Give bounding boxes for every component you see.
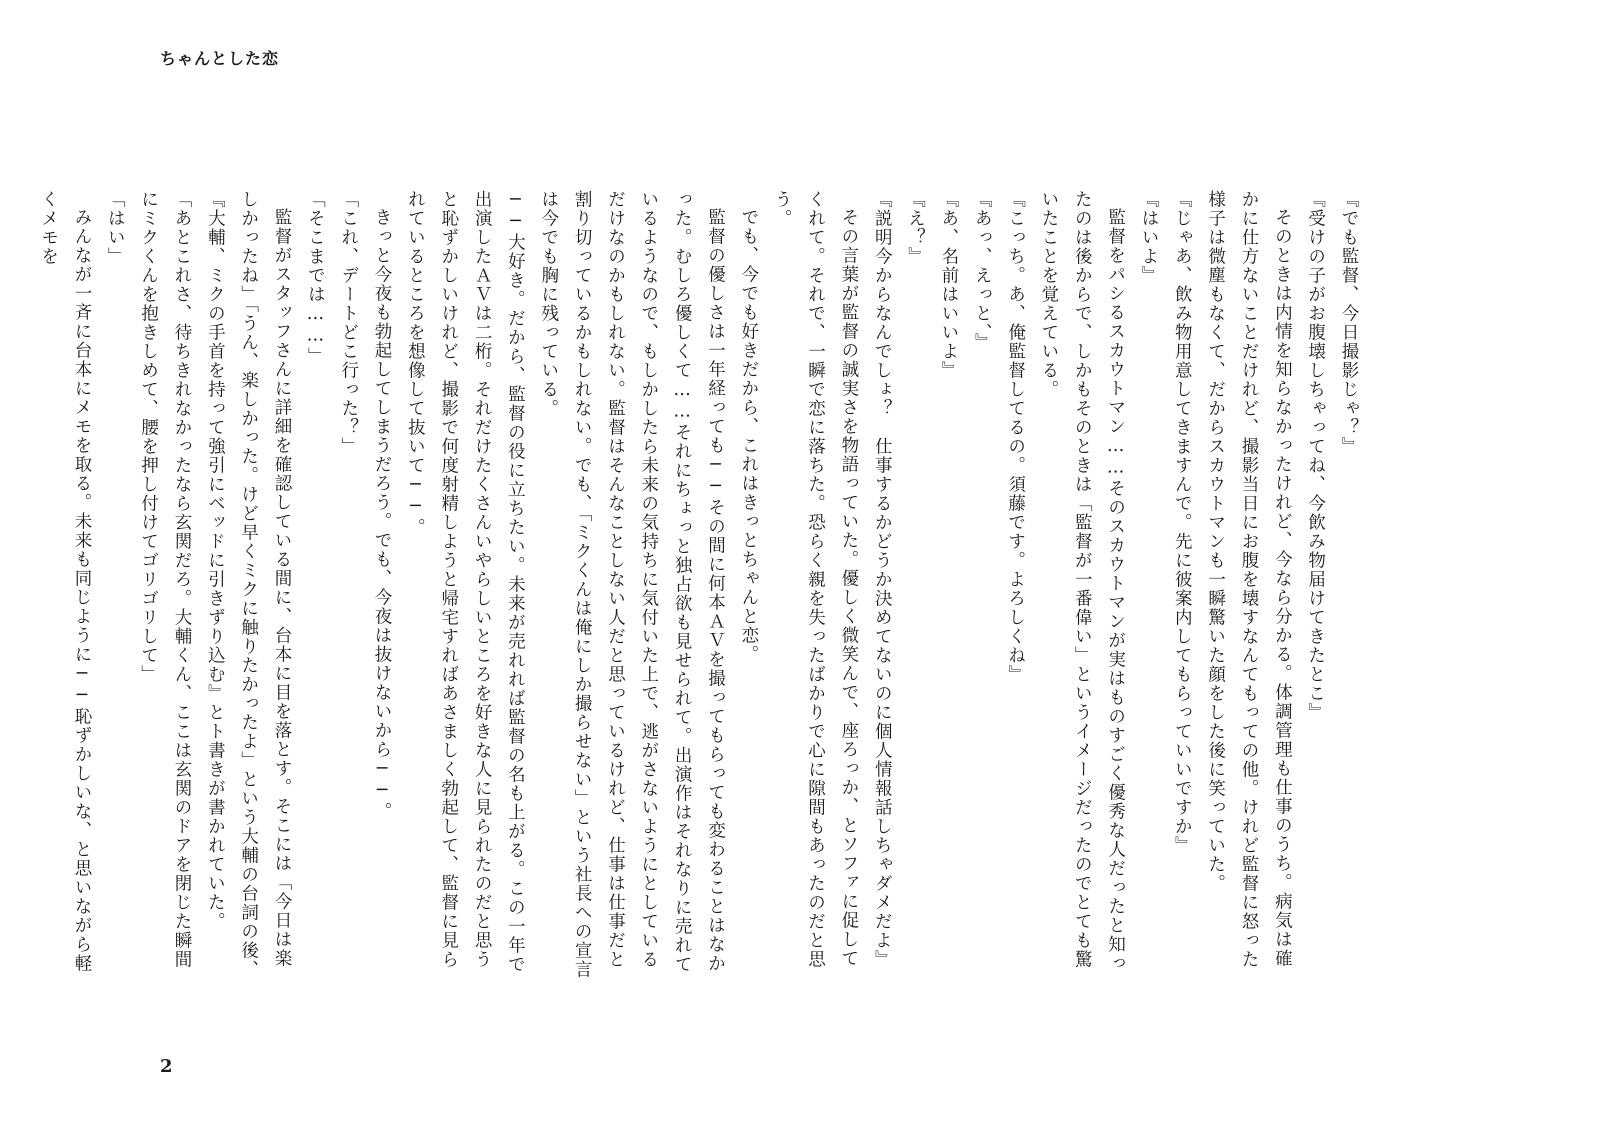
narration-paragraph: その言葉が監督の誠実さを物語っていた。優しく微笑んで、座ろっか、とソファに促してくれて。それで、一瞬で恋に落ちた。恐らく親を失ったばかりで心に隙間もあったのだと思う。	[772, 190, 859, 969]
dialogue-line: 『はいよ』	[1138, 190, 1159, 285]
narration-paragraph: でも、今でも好きだから、これはきっとちゃんと恋。	[738, 207, 759, 664]
page-header-title: ちゃんとした恋	[160, 49, 280, 68]
dialogue-line: 『あっ、えっと、』	[972, 190, 993, 353]
dialogue-line: 『説明今からなんでしょ？ 仕事するかどうか決めてないのに個人情報話しちゃダメだよ』	[872, 190, 893, 969]
page-number: 2	[160, 1056, 173, 1077]
dialogue-line: 「そこまでは……」	[305, 190, 326, 366]
narration-paragraph: ──大好き。だから、監督の役に立ちたい。未来が売れれば監督の名も上がる。この一年で出演したＡＶは二桁。それだけたくさんいやらしいところを好きな人に見られたのだと思うと恥ずかしいけれど、撮影で何度射精しようと帰宅すればあさましく勃起して、監督に見られているところを想像して抜いて──。	[405, 190, 526, 974]
dialogue-line: 『でも監督、今日撮影じゃ？』	[1339, 190, 1359, 456]
dialogue-line: 「これ、デートどこ行った？」	[338, 190, 359, 456]
narration-paragraph: きっと今夜も勃起してしまうだろう。でも、今夜は抜けないから──。	[372, 207, 393, 821]
dialogue-line: 『こっち。あ、俺監督してるの。須藤です。よろしくね』	[1005, 190, 1026, 684]
dialogue-line: 『あ、名前はいいよ』	[938, 190, 959, 380]
body-text	[38, 190, 1365, 980]
narration-paragraph: 監督をパシるスカウトマン……そのスカウトマンが実はものすごく優秀な人だったと知ったのは後からで、しかもそのときは「監督が一番偉い」というイメージだったのでとても驚いたことを覚えている。	[1038, 190, 1126, 973]
narration-paragraph: 監督がスタッフさんに詳細を確認している間に、台本に目を落とす。そこには「今日は楽しかったね」「うん、楽しかった。けど早くミクに触りたかったよ」という大輔の台詞の後、『大輔、ミクの手首を持って強引にベッドに引きずり込む』とト書きが書かれていた。	[205, 190, 292, 980]
dialogue-line: 「あとこれさ、待ちきれなかったなら玄関だろ。大輔くん、ここは玄関のドアを閉じた瞬間にミクくんを抱きしめて、腰を押し付けてゴリゴリして」	[138, 190, 192, 969]
narration-paragraph: みんなが一斉に台本にメモを取る。未来も同じように──恥ずかしいな、と思いながら軽くメモを	[38, 190, 92, 973]
narration-paragraph: そのときは内情を知らなかったけれど、今なら分かる。体調管理も仕事のうち。病気は確かに仕方ないことだけれど、撮影当日にお腹を壊すなんてもっての他。けれど監督に怒った様子は微塵もなくて、だからスカウトマンも一瞬驚いた顔をした後に笑っていた。	[1205, 190, 1293, 969]
dialogue-line: 『受けの子がお腹壊しちゃってね、今飲み物届けてきたとこ』	[1305, 190, 1326, 722]
narration-paragraph: 監督の優しさは一年経っても──その間に何本ＡＶを撮ってもらっても変わることはなかった。むしろ優しくて……それにちょっと独占欲も見せられて。出演作はそれなりに売れているようなので、もしかしたら未来の気持ちに気付いた上で、逃がさないようにとしているだけなのかもしれない。監督はそんなことしない人だと思っているけれど、仕事は仕事だと割り切っているかもしれない。でも、「ミクくんは俺にしか撮らせない」という社長への宣言は今でも胸に残っている。	[538, 190, 726, 980]
dialogue-line: 『じゃあ、飲み物用意してきますんで。先に彼案内してもらっていいですか』	[1172, 190, 1193, 855]
dialogue-line: 「はい」	[105, 190, 126, 266]
dialogue-line: 『え？』	[905, 190, 926, 266]
